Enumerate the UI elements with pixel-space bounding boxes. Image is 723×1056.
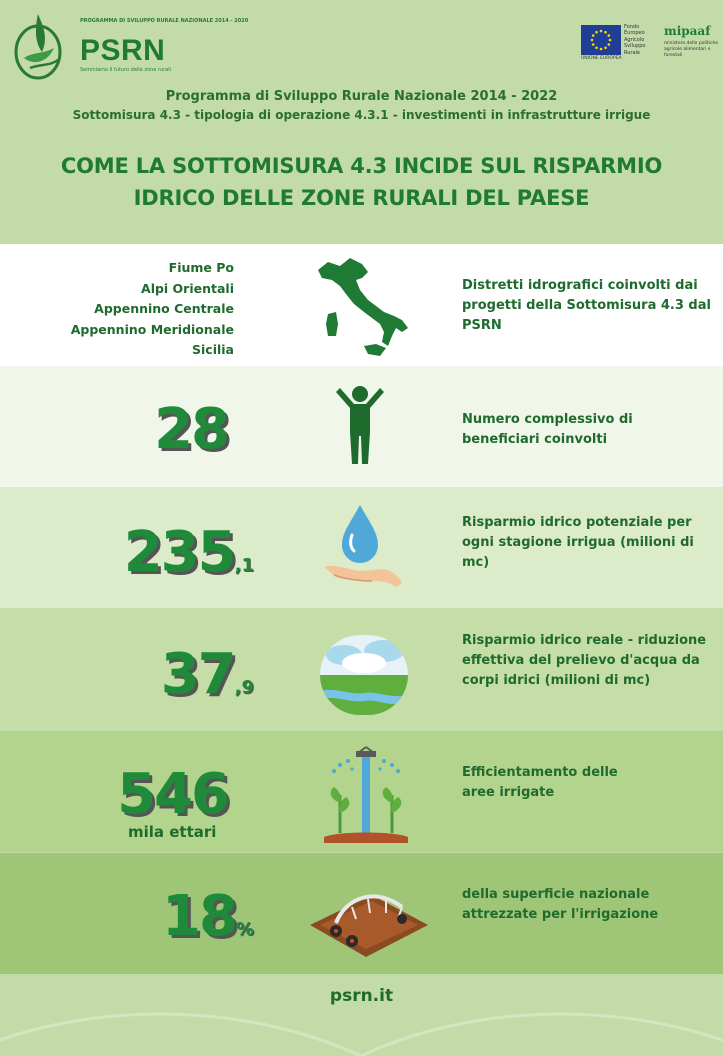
district-list: [71, 258, 234, 361]
ministry-logo: mipaaf: [664, 24, 711, 38]
footer: [0, 974, 723, 1056]
row-potential-saving: [0, 487, 723, 608]
psrn-logo: [14, 8, 249, 82]
row-real-saving: [0, 609, 723, 730]
italy-map-icon: [310, 250, 420, 362]
row-description: Efficientamento delle aree irrigate: [462, 765, 618, 800]
stat-number: 37: [160, 642, 235, 707]
district-item: Alpi Orientali: [141, 280, 234, 296]
stat-number: 546: [117, 762, 228, 827]
footer-decoration-icon: [0, 1010, 723, 1056]
row-national-surface: [0, 853, 723, 974]
logo-slogan: Seminiamo il futuro delle zone rurali: [80, 67, 172, 73]
district-item: Sicilia: [192, 342, 234, 357]
stat-value: [123, 520, 254, 585]
district-item: Fiume Po: [168, 260, 234, 275]
ministry-text: ministero delle politiche agricole alimentari e forestali: [664, 41, 719, 58]
stat-decimal: ,1: [234, 555, 254, 576]
row-irrigated-areas: [0, 731, 723, 852]
irrigation-machine-icon: [306, 867, 430, 963]
stat-value: [154, 397, 228, 462]
stat-number: 28: [154, 397, 228, 462]
stat-decimal: %: [235, 919, 254, 940]
header: [0, 0, 723, 244]
district-item: Appennino Meridionale: [70, 321, 234, 337]
footer-website-link[interactable]: psrn.it: [329, 986, 394, 1006]
row-description: Risparmio idrico reale - riduzione effettiva del prelievo d'acqua da corpi idrici (milioni di mc): [462, 633, 707, 688]
row-districts: [0, 244, 723, 366]
irrigation-sprinkler-icon: [318, 743, 414, 845]
district-item: Appennino Centrale: [94, 301, 234, 316]
person-icon: [330, 384, 390, 468]
stat-value: [160, 642, 254, 707]
water-drop-hand-icon: [320, 501, 406, 597]
stat-decimal: ,9: [234, 677, 254, 698]
landscape-river-icon: [318, 633, 410, 717]
stat-value: [117, 762, 228, 827]
eu-fund-text: Fondo Europeo Agricolo Sviluppo Rurale: [624, 24, 646, 56]
subtitle-submeasure: Sottomisura 4.3 - tipologia di operazione 4.3.1 - investimenti in infrastrutture irrigue: [72, 108, 651, 122]
stat-unit: mila ettari: [128, 823, 217, 841]
row-description: Risparmio idrico potenziale per ogni stagione irrigua (milioni di mc): [462, 515, 694, 570]
row-description: Numero complessivo di beneficiari coinvolti: [462, 412, 633, 447]
stat-value: [162, 884, 254, 949]
page-title: [0, 150, 723, 214]
title-line-1: COME LA SOTTOMISURA 4.3 INCIDE SUL RISPARMIO: [60, 154, 663, 178]
logo-tagline: PROGRAMMA DI SVILUPPO RURALE NAZIONALE 2014 - 2020: [80, 18, 249, 24]
subtitle-program: Programma di Sviluppo Rurale Nazionale 2014 - 2022: [165, 89, 558, 104]
eu-flag-icon: [581, 25, 621, 55]
logo-name: PSRN: [80, 34, 166, 67]
row-description: Distretti idrografici coinvolti dai progetti della Sottomisura 4.3 dal PSRN: [462, 278, 711, 333]
stat-number: 235: [123, 520, 235, 585]
title-line-2: IDRICO DELLE ZONE RURALI DEL PAESE: [133, 186, 590, 210]
stat-number: 18: [162, 884, 236, 949]
row-beneficiaries: [0, 366, 723, 487]
row-description: della superficie nazionale attrezzate per l'irrigazione: [462, 887, 659, 922]
eu-label: UNIONE EUROPEA: [581, 56, 622, 61]
psrn-leaf-icon: [14, 8, 74, 82]
